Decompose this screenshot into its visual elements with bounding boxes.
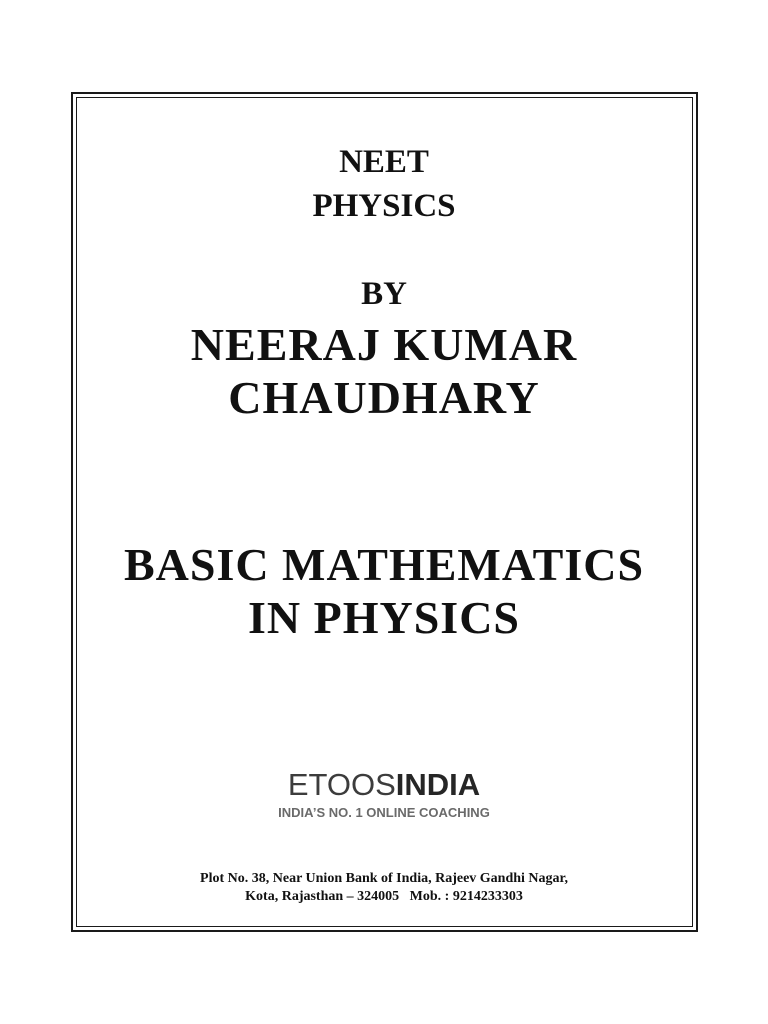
book-title-line2: IN PHYSICS <box>247 592 520 643</box>
author-name-line1: NEERAJ KUMAR <box>190 319 578 370</box>
book-title-line1: BASIC MATHEMATICS <box>123 539 645 590</box>
publisher-logo-part2: INDIA <box>395 767 481 802</box>
address-line2: Kota, Rajasthan – 324005 Mob. : 9214233303 <box>245 889 523 904</box>
publisher-tagline: INDIA’S NO. 1 ONLINE COACHING <box>278 805 490 820</box>
subject-name: PHYSICS <box>312 188 456 224</box>
by-label: BY <box>361 276 407 312</box>
exam-name: NEET <box>339 144 429 180</box>
publisher-logo <box>0 768 768 802</box>
author-name-line2: CHAUDHARY <box>228 372 540 423</box>
address-line1: Plot No. 38, Near Union Bank of India, Rajeev Gandhi Nagar, <box>200 871 568 886</box>
publisher-logo-part1: ETOOS <box>287 767 396 802</box>
